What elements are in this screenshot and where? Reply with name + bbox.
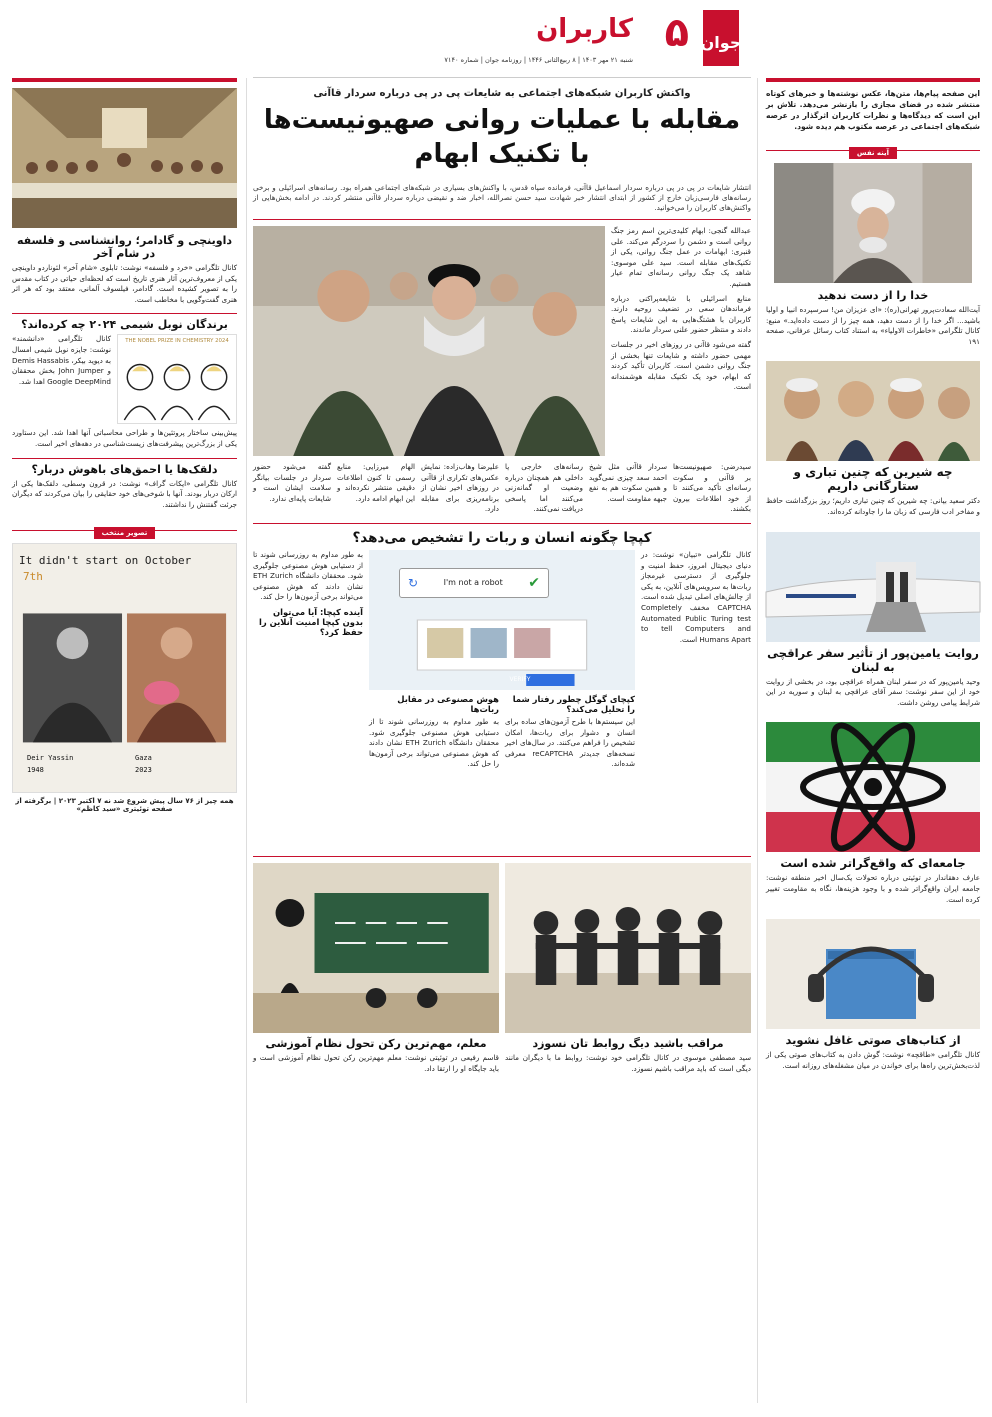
photo-poets — [766, 361, 980, 461]
poster-caption: همه چیز از ۷۶ سال پیش شروع شد نه ۷ اکتبر ۲۰۲۳ | برگرفته از صفحه توئیتری «سید کاظم» — [15, 797, 234, 814]
bottom1-title: معلم، مهم‌ترین رکن تحول نظام آموزشی — [265, 1036, 487, 1050]
bottom-col-3: رسانه‌های خارجی یا داخلی هم همچنان درباره وضعیت او گمانه‌زنی می‌کنند اما پاسخی دریافت نمی‌کنند. — [505, 462, 583, 514]
photo-headphones-svg — [766, 919, 980, 1029]
bottom-col-1: سیدرضی: صهیونیست‌ها بر قاآنی و سکوت رسانه‌ای تأکید می‌کنند تا از خود اطلاعات بیرون بکشند. — [673, 462, 751, 514]
photo-poets-svg — [766, 361, 980, 461]
photo-cleric-svg — [774, 163, 972, 283]
issue-info: شنبه ۲۱ مهر ۱۴۰۳ | ۸ ربیع‌الثانی ۱۴۴۶ | روزنامه جوان | شماره ۷۱۴۰ — [444, 56, 633, 64]
captcha-text-3: به طور مداوم به روزرسانی شوند تا از دستیابی هوش مصنوعی جلوگیری شود. محققان دانشگاه ETH Zurich نشان دادند که هوش مصنوعی می‌تواند برخی آزمون‌ها را حل کند. — [253, 549, 364, 602]
photo-friends — [505, 863, 751, 1033]
main-col-left-text: گفته می‌شود قاآنی در روزهای اخیر در جلسات مهمی حضور داشته و شایعات تنها بخشی از جنگ روانی دشمن است. کاربران تأکید کردند که ابهام، خود یک تکنیک مقابله هوشمندانه است. — [611, 339, 751, 392]
story3-title: روایت یامین‌پور از تأثیر سفر عراقچی به لبنان — [767, 645, 979, 674]
bottom1-text: قاسم رفیعی در توئیتی نوشت: معلم مهم‌ترین رکن تحول نظام آموزشی است و باید جایگاه او را ارتقا داد. — [253, 1052, 499, 1073]
left-story2-text2: پیش‌بینی ساختار پروتئین‌ها و طراحی محاسباتی آنها اهدا شد. این دستاورد یکی از بزرگ‌ترین پیشرفت‌های زیست‌شناسی در دهه‌های اخیر است. — [12, 428, 237, 448]
photo-leaders — [253, 226, 605, 456]
bottom-col-6: گفته می‌شود حضور سردار در جلسات بیانگر سلامت ایشان است و شایعات پایه‌ای ندارد. — [253, 462, 331, 503]
main-upper-row — [253, 226, 751, 456]
bottom-feature-relations — [505, 863, 751, 1113]
masthead — [253, 0, 751, 78]
photo-plane-svg — [766, 532, 980, 642]
captcha-section — [253, 550, 751, 850]
captcha-verify-button[interactable]: VERIFY — [509, 675, 531, 683]
photo-atom-svg — [766, 722, 980, 852]
nobel-row — [12, 334, 237, 424]
left-story1-text: کانال تلگرامی «خرد و فلسفه» نوشت: تابلوی «شام آخر» لئوناردو داوینچی یکی از معروف‌ترین آثار هنری تاریخ است که لحظه‌ای حیاتی در کتاب مقدس را به تصویر کشیده است. گادامر، فیلسوف آلمانی، معتقد بود که هر اثر هنری گفت‌وگویی با مخاطب است. — [12, 263, 237, 304]
logo — [691, 6, 751, 70]
photo-plane — [766, 532, 980, 642]
story1-title: خدا را از دست ندهید — [817, 289, 929, 302]
captcha-text-3b: به طور مداوم به روزرسانی شوند تا از دستیابی هوش مصنوعی جلوگیری شود. محققان دانشگاه ETH Zurich نشان دادند که هوش مصنوعی می‌تواند برخی آزمون‌ها را حل کند. — [369, 716, 499, 769]
poster-left-label: Deir Yassin — [27, 754, 74, 763]
bottom-feature-teacher — [253, 863, 499, 1113]
captcha-title: کپچا چگونه انسان و ربات را تشخیص می‌دهد؟ — [352, 529, 652, 546]
tag-featured-label: تصویر منتخب — [94, 527, 156, 539]
right-top-rule — [766, 78, 980, 82]
photo-leaders-svg — [253, 226, 605, 456]
bottom-features — [253, 863, 751, 1113]
logo-text: جوان — [700, 33, 742, 52]
left-story1-title: داوینچی و گادامر؛ روانشناسی و فلسفه در شام آخر — [16, 234, 233, 260]
poster-line1: It didn't start on October — [19, 554, 192, 568]
photo-last-supper-svg — [12, 88, 237, 228]
main-col-right-text: عبدالله گنجی: ابهام کلیدی‌ترین اسم رمز جنگ روانی است و دشمن را سردرگم می‌کند. علی قنبری: ابهامات در عمل جنگ روانی، یکی از تکنیک‌های مقابله است. سید علی موسوی: شاهد یک جنگ روانی رسانه‌ای تمام عیار هستیم. — [611, 226, 751, 288]
logo-svg — [691, 6, 751, 70]
poster-line2: 7th — [23, 570, 43, 584]
captcha-sub1: کپچای گوگل چطور رفتار شما را تحلیل می‌کند؟ — [512, 693, 635, 714]
recaptcha-icon: ↻ — [408, 575, 419, 590]
kicker: واکنش کاربران شبکه‌های اجتماعی به شایعات پی در پی درباره سردار قاآنی — [313, 88, 691, 99]
page-number: ۵ — [664, 10, 689, 56]
story1-text: آیت‌الله سعادت‌پرور تهرانی(ره): «ای عزیزان من! سرسپرده انبیا و اولیا باشید... اگر خدا را از دست دهید، همه چیز را از دست داده‌اید.» منبع: کانال تلگرامی «خاطرات الاولیاء» به استناد کتاب رسائل عرفانی، صفحه ۱۹۱ — [766, 305, 980, 346]
captcha-subcol-a — [505, 694, 635, 770]
story2-text: دکتر سعید بیانی: چه شیرین که چنین تباری داریم؛ روز بزرگداشت حافظ و مفاخر ادب فارسی که زبان ما را جاودانه کرده‌اند. — [766, 496, 980, 516]
photo-atom-flag — [766, 722, 980, 852]
nobel-portraits-svg — [118, 344, 236, 422]
bottom-col-2: سردار قاآنی مثل شیخ احمد سعد چیزی نمی‌گوید و همین سکوت هم به نفع جبهه مقاومت است. — [589, 462, 667, 503]
left-story2-text: کانال تلگرامی «دانشمند» نوشت: جایزه نوبل شیمی امسال به دیوید بیکر، Demis Hassabis و John Jumper بخش محققان Google DeepMind اهدا شد. — [12, 334, 111, 386]
main-column — [246, 10, 758, 1403]
tag-mirror — [766, 140, 980, 159]
poster-right-label: Gaza — [135, 754, 152, 763]
story3-text: وحید یامین‌پور که در سفر لبنان همراه عراقچی بود، در بخشی از روایت خود از این سفر نوشت: سفر آقای عراقچی به لبنان و سوریه در این شرایط پیامی روشن داشت. — [766, 676, 980, 707]
bottom2-title: مراقب باشید دیگ روابط تان نسوزد — [532, 1036, 724, 1050]
poster-right-year: 2023 — [135, 766, 152, 775]
right-column — [766, 78, 980, 1403]
photo-headphones — [766, 919, 980, 1029]
headline-line2: با تکنیک ابهام — [414, 139, 590, 169]
left-story3-text: کانال تلگرامی «ایکات گراف» نوشت: در قرون وسطی، دلقک‌ها یکی از ارکان دربار بودند. آنها با شوخی‌های خود حقایقی را بیان می‌کردند که دیگران جرئت گفتنش را نداشتند. — [12, 478, 237, 509]
main-col-mid-text: منابع اسرائیلی با شایعه‌پراکنی درباره فرماندهان سعی در تضعیف روحیه دارند. کاربران با هشتگ‌هایی به این شایعات پاسخ دادند و منتظر حضور علنی سردار ماندند. — [611, 293, 751, 335]
story2-title: چه شیرین که چنین تباری و ستارگانی داریم — [793, 465, 953, 494]
captcha-left — [253, 550, 363, 850]
right-intro: این صفحه پیام‌ها، متن‌ها، عکس نوشته‌ها و خبرهای کوتاه منتشر شده در فضای مجازی را بازنشر می‌دهد. تلاش بر این است که دیدگاه‌ها و نظرات کاربران اثرگذار در عرصه شبکه‌های اجتماعی در عرصه مکتوب هم دیده شود. — [766, 89, 980, 131]
nobel-label: THE NOBEL PRIZE IN CHEMISTRY 2024 — [125, 338, 229, 345]
photo-last-supper — [12, 88, 237, 228]
main-right-mini — [611, 226, 751, 456]
captcha-checkbox-widget[interactable] — [399, 568, 549, 598]
left-column — [12, 78, 237, 1403]
left-story2-title: برندگان نوبل شیمی ۲۰۲۴ چه کرده‌اند؟ — [21, 318, 228, 332]
photo-friends-svg — [505, 863, 751, 1033]
captcha-sub3: هوش مصنوعی در مقابل ربات‌ها — [397, 693, 499, 714]
captcha-sub2: آینده کپچا: آیا می‌توان بدون کپچا امنیت آنلاین را حفظ کرد؟ — [259, 606, 363, 637]
left-story3-title: دلقک‌ها یا احمق‌های باهوش دربار؟ — [31, 462, 218, 476]
headline — [253, 103, 751, 171]
story4-text: عارف دهقاندار در توئیتی درباره تحولات یک‌سال اخیر منطقه نوشت: جامعه ایران واقع‌گراتر شده و با وجود هزینه‌ها، نگاه به مقاومت تغییر کرده است. — [766, 873, 980, 904]
tag-featured — [12, 520, 237, 539]
story4-title: جامعه‌ای که واقع‌گراتر شده است — [780, 856, 966, 871]
left-top-rule — [12, 78, 237, 82]
photo-teacher — [253, 863, 499, 1033]
captcha-subcols — [369, 694, 635, 770]
photo-cleric — [774, 163, 972, 283]
captcha-text-2: این سیستم‌ها با طرح آزمون‌های ساده برای انسان و دشوار برای ربات‌ها، امکان تشخیص را فراهم می‌کنند. در سال‌های اخیر نسخه‌های جدیدتر reCAPTCHA معرفی شده‌اند. — [505, 716, 635, 769]
poster-left-year: 1948 — [27, 766, 44, 775]
photo-teacher-svg — [253, 863, 499, 1033]
main-lower-cols — [253, 462, 751, 515]
bottom-col-5: الهام میرزایی: منابع رسمی تا کنون اطلاعات دقیقی منتشر نکرده‌اند و این ابهام ادامه دارد. — [337, 462, 415, 503]
captcha-subcol-b — [369, 694, 499, 770]
story5-title: از کتاب‌های صوتی غافل نشوید — [785, 1033, 961, 1048]
nobel-image — [117, 334, 237, 424]
captcha-check-icon: ✔ — [528, 574, 540, 591]
bottom2-text: سید مصطفی موسوی در کانال تلگرامی خود نوشت: روابط ما با دیگران مانند دیگی است که باید مراقب باشیم نسوزد. — [505, 1052, 751, 1073]
captcha-image — [369, 550, 635, 690]
captcha-label: I'm not a robot — [443, 578, 503, 588]
headline-line1: مقابله با عملیات روانی صهیونیست‌ها — [263, 105, 741, 135]
captcha-text-1: کانال تلگرامی «تبیان» نوشت: در دنیای دیجیتال امروز، حفظ امنیت و جلوگیری از دسترسی غیرمجاز ربات‌ها به سرویس‌های آنلاین، به یکی از چالش‌های اصلی تبدیل شده است. CAPTCHA مخفف Completely Automated Public Turing test to tell Computers and Humans Apart است. — [641, 549, 751, 644]
tag-label: آینه نفس — [849, 147, 897, 159]
lead-text: انتشار شایعات در پی در پی درباره سردار اسماعیل قاآنی، فرمانده سپاه قدس، با واکنش‌های بسیاری در شبکه‌های اجتماعی همراه بود. رسانه‌های اسرائیلی و برخی رسانه‌های فارسی‌زبان خارج از کشور از ابتدای انتشار خبر شهادت سید حسن نصرالله، اخبار ضد و نقیضی درباره سردار قاآنی منتشر کردند. در ادامه بخش‌هایی از واکنش‌های کاربران را می‌خوانید. — [253, 179, 751, 220]
poster-october7 — [12, 543, 237, 793]
story5-text: کانال تلگرامی «طاقچه» نوشت: گوش دادن به کتاب‌های صوتی یکی از لذت‌بخش‌ترین راه‌ها برای خواندن در میان مشغله‌های روزانه است. — [766, 1050, 980, 1070]
bottom-col-4: علیرضا وهاب‌زاده: نمایش عکس‌های تکراری از قاآنی در روزهای اخیر نشان از برنامه‌ریزی برای مقابله دارد. — [421, 462, 499, 514]
section-title: کاربران — [536, 14, 633, 44]
captcha-center — [369, 550, 635, 850]
